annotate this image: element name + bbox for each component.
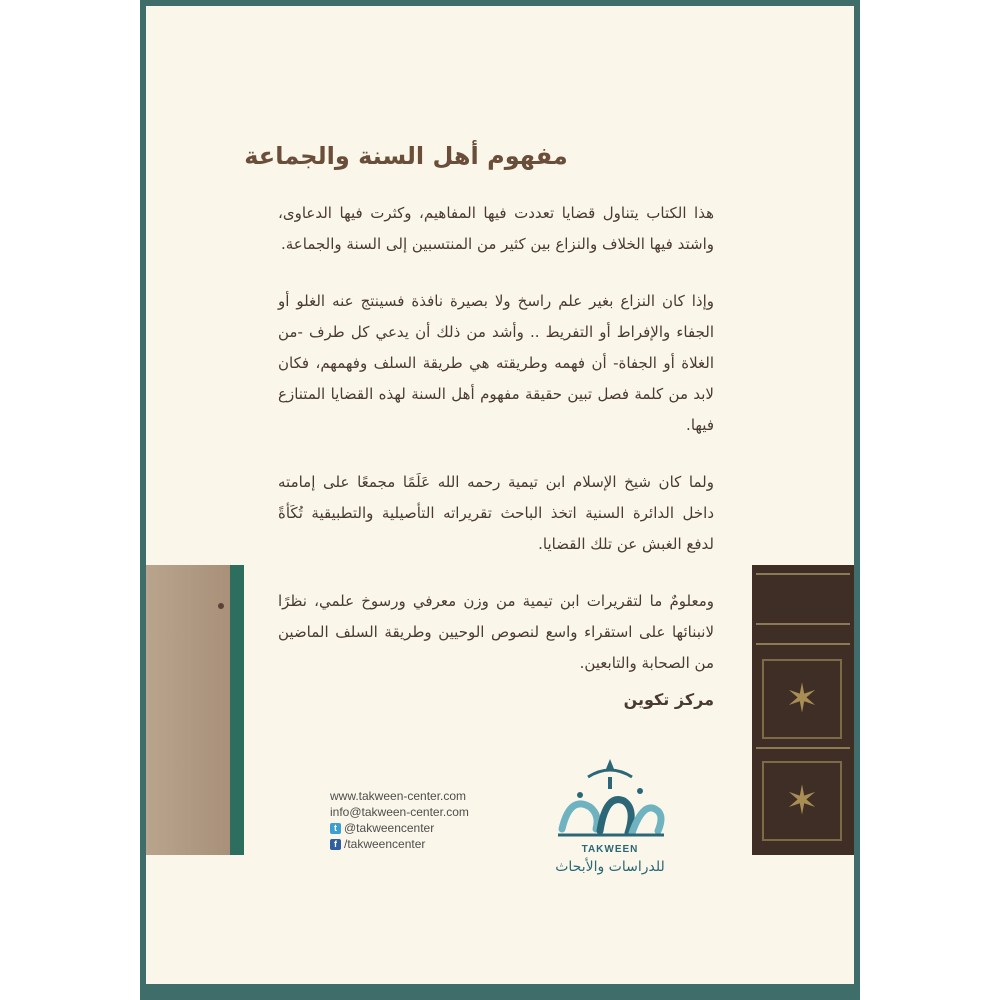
blurb-paragraph-1: هذا الكتاب يتناول قضايا تعددت فيها المفاهيم، وكثرت فيها الدعاوى، واشتد فيها الخلاف والنزاع بين كثير من المنتسبين إلى السنة والجماعة.	[278, 204, 714, 253]
facebook-handle[interactable]: /takweencenter	[344, 837, 426, 851]
logo-brand-text: TAKWEEN	[581, 844, 639, 855]
publisher-signature: مركز تكوين	[623, 690, 714, 709]
email-link[interactable]: info@takween-center.com	[330, 805, 469, 819]
spine-band	[756, 747, 850, 749]
facebook-row	[330, 836, 530, 852]
strip-dot	[218, 603, 224, 609]
blurb-text	[278, 198, 714, 705]
left-book-strip	[146, 565, 230, 855]
ornament-icon: ✶	[785, 778, 819, 824]
spine-ornament-panel	[762, 659, 842, 739]
spine-band	[756, 643, 850, 645]
book-spine-image	[752, 565, 854, 855]
facebook-icon: f	[330, 839, 341, 850]
bottom-frame-band	[140, 984, 860, 1000]
twitter-row	[330, 820, 530, 836]
takween-logo	[540, 755, 680, 885]
website-link[interactable]: www.takween-center.com	[330, 789, 467, 803]
blurb-paragraph-4: ومعلومٌ ما لتقريرات ابن تيمية من وزن معرفي ورسوخ علمي، نظرًا لانبنائها على استقراء واسع لنصوص الوحيين وطريقة السلف الماضين من الصحابة والتابعين.	[278, 592, 714, 672]
ornament-icon: ✶	[785, 676, 819, 722]
email-row	[330, 804, 530, 820]
website-row	[330, 788, 530, 804]
spine-band	[756, 573, 850, 575]
blurb-paragraph-3: ولما كان شيخ الإسلام ابن تيمية رحمه الله عَلَمًا مجمعًا على إمامته داخل الدائرة السنية اتخذ الباحث تقريراته التأصيلية والتطبيقية تُكَأةً لدفع الغبش عن تلك القضايا.	[278, 473, 714, 553]
spine-band	[756, 623, 850, 625]
twitter-handle[interactable]: @takweencenter	[344, 821, 435, 835]
contact-info	[330, 788, 530, 852]
logo-subtitle: للدراسات والأبحاث	[555, 859, 665, 875]
twitter-icon: t	[330, 823, 341, 834]
logo-calligraphy-icon	[540, 755, 680, 845]
spine-ornament-panel	[762, 761, 842, 841]
blurb-paragraph-2: وإذا كان النزاع بغير علم راسخ ولا بصيرة نافذة فسينتج عنه الغلو أو الجفاء والإفراط أو التفريط .. وأشد من ذلك أن يدعي كل طرف -من الغلاة أو الجفاة- أن فهمه وطريقته هي طريقة السلف وفهمهم، فكان لابد من كلمة فصل تبين حقيقة مفهوم أهل السنة لهذه القضايا المتنازع فيها.	[278, 292, 714, 434]
teal-stripe	[230, 565, 244, 855]
book-title: مفهوم أهل السنة والجماعة	[244, 142, 568, 170]
